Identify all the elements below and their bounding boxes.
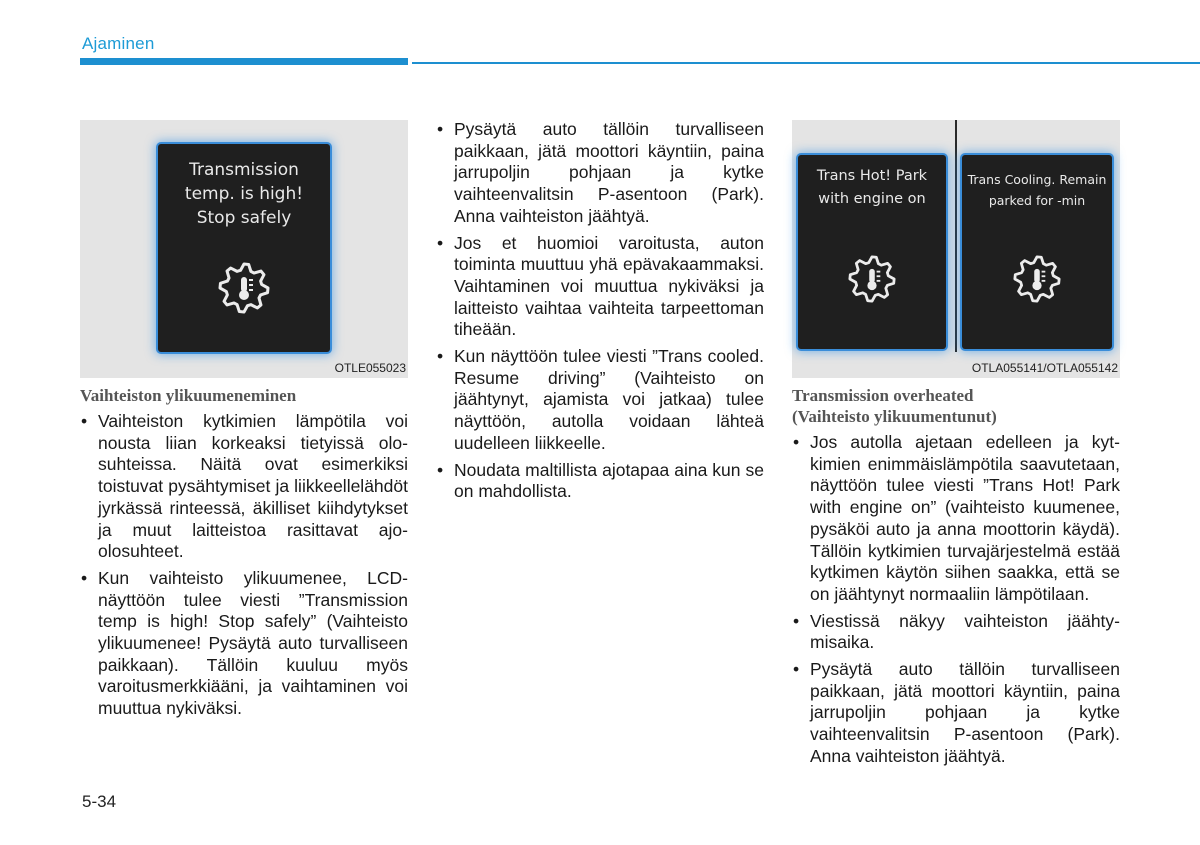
bullet-item: • Jos autolla ajetaan edelleen ja kytkimien enimmäislämpötila saavutetaan, näyttöön tulee viesti ”Trans Hot! Park with engine on” (vaihteisto kuumenee, pysäköi auto ja anna moottorin käydä). Tällöin kytkimien turvajärjestelmä estää kytkimen käytön siihen saakka, että se on jäähtynyt normaaliin lämpötilaan. xyxy=(792,432,1120,606)
section-heading-line1: Transmission overheated xyxy=(792,386,974,405)
lcd-message-trans-cooling: Trans Cooling. Remain parked for -min xyxy=(967,172,1107,208)
lcd-message-trans-hot: Trans Hot! Park with engine on xyxy=(816,168,928,207)
figure-trans-hot-cooling xyxy=(792,120,1120,378)
figure-divider xyxy=(955,120,957,352)
figure-code: OTLA055141/OTLA055142 xyxy=(971,361,1118,375)
bullet-list-col3 xyxy=(792,432,1120,773)
transmission-temperature-gear-icon xyxy=(848,255,896,303)
figure-code: OTLE055023 xyxy=(334,361,406,375)
transmission-temperature-gear-icon xyxy=(1013,255,1061,303)
bullet-item: • Vaihteiston kytkimien lämpötila voi nousta liian korkeaksi tietyissä olosuhteissa. Näitä ovat esimerkiksi toistuvat pysähtymiset ja liikkeellelähdöt jyrkässä rinteessä, äkilliset kiihdytykset ja muut laitteistoa rasittavat ajo-olosuhteet. xyxy=(80,411,408,563)
bullet-item: • Kun vaihteisto ylikuumenee, LCD-näyttöön tulee viesti ”Transmission temp is high! Stop safely” (Vaihteisto ylikuumenee! Pysäytä auto turvalliseen paikkaan). Tällöin kuuluu myös varoitusmerkkiääni, ja vaihtaminen voi muuttua nykiväksi. xyxy=(80,568,408,720)
bullet-list-col1 xyxy=(80,411,408,725)
bullet-item: • Noudata maltillista ajotapaa aina kun se on mahdollista. xyxy=(436,460,764,503)
page-number: 5-34 xyxy=(82,792,117,811)
lcd-screen xyxy=(158,144,330,352)
section-heading-line2: (Vaihteisto ylikuumentunut) xyxy=(792,407,997,426)
bullet-item: • Pysäytä auto tällöin turvalliseen paikkaan, jätä moottori käyntiin, paina jarrupoljin pohjaan ja kytke vaihteenvalitsin P-asentoon (Park). Anna vaihteiston jäähtyä. xyxy=(792,659,1120,768)
bullet-item: • Pysäytä auto tällöin turvalliseen paikkaan, jätä moottori käyntiin, paina jarrupoljin pohjaan ja kytke vaihteenvalitsin P-asentoon (Park). Anna vaihteiston jäähtyä. xyxy=(436,119,764,228)
bullet-item: • Kun näyttöön tulee viesti ”Trans cooled. Resume driving” (Vaihteisto on jäähtynyt, ajamista voi jatkaa) tulee näyttöön, autolla voidaan lähteä uudelleen liikkeelle. xyxy=(436,346,764,455)
bullet-item: • Jos et huomioi varoitusta, auton toiminta muuttuu yhä epävakaammaksi. Vaihtaminen voi muuttua nykiväksi ja laitteisto vaihtaa vaihteita tarpeettoman tiheään. xyxy=(436,233,764,342)
lcd-screen-trans-hot xyxy=(798,155,946,349)
bullet-list-col2 xyxy=(436,119,764,508)
section-title: Ajaminen xyxy=(82,34,155,53)
transmission-temperature-gear-icon xyxy=(218,262,270,314)
bullet-item: • Viestissä näkyy vaihteiston jäähtymisaika. xyxy=(792,611,1120,654)
section-heading: Vaihteiston ylikuumeneminen xyxy=(80,386,297,405)
lcd-screen-trans-cooling xyxy=(962,155,1112,349)
header-rule-thick xyxy=(80,58,408,65)
header-rule-thin xyxy=(412,62,1200,64)
lcd-message: Transmission temp. is high! Stop safely xyxy=(184,160,304,228)
figure-transmission-temp-high xyxy=(80,120,408,378)
